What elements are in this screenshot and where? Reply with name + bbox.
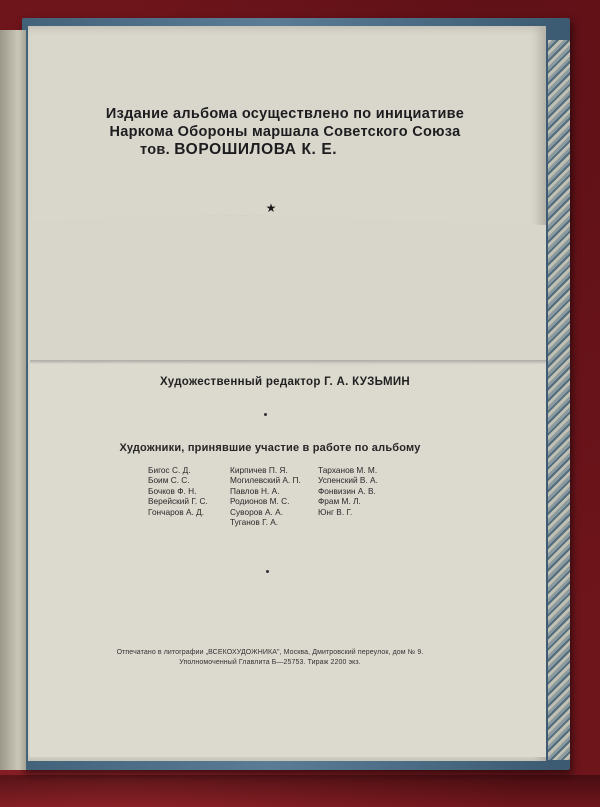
imprint-line-1: Отпечатано в литографии „ВСЕКОХУДОЖНИКА", Москва, Дмитровский переулок, дом № 9. xyxy=(116,649,424,656)
artist-name: Успенский В. А. xyxy=(318,475,378,486)
dedication-line-2: Наркома Обороны маршала Советского Союза xyxy=(109,124,461,140)
cover-edge xyxy=(548,40,570,760)
page-insert-middle xyxy=(30,215,546,365)
floor-shadow xyxy=(0,775,600,807)
dedication-name: ВОРОШИЛОВА К. Е. xyxy=(174,141,338,158)
artist-name: Юнг В. Г. xyxy=(318,506,353,517)
artist-name: Суворов А. А. xyxy=(230,506,283,517)
star-icon: ★ xyxy=(265,201,277,215)
artists-column-3 xyxy=(318,465,378,517)
artist-name: Фонвизин А. В. xyxy=(318,485,376,496)
artist-name: Фрам М. Л. xyxy=(318,496,361,507)
artist-name: Тарханов М. М. xyxy=(318,465,378,475)
artist-name: Родионов М. С. xyxy=(230,496,290,507)
artist-name: Бигос С. Д. xyxy=(148,465,191,475)
artist-name: Туганов Г. А. xyxy=(230,516,279,527)
artist-name: Боим С. С. xyxy=(148,475,190,486)
artist-name: Могилевский А. П. xyxy=(230,475,301,486)
artist-name: Верейский Г. С. xyxy=(148,496,208,507)
page-insert-lower xyxy=(30,362,546,757)
left-page-edge xyxy=(0,30,26,770)
imprint-text xyxy=(95,648,445,667)
bullet-dot xyxy=(264,413,267,416)
insert-fold-shadow xyxy=(30,360,546,364)
dedication-line-1: Издание альбома осуществлено по инициативе xyxy=(105,106,465,122)
imprint-line-2: Уполномоченный Главлита Б—25753. Тираж 2200 экз. xyxy=(179,658,361,666)
artists-column-2 xyxy=(230,465,301,527)
artist-name: Павлов Н. А. xyxy=(230,485,280,496)
dedication-text xyxy=(80,105,490,159)
dedication-line-3 xyxy=(80,141,490,159)
artist-name: Бочков Ф. Н. xyxy=(148,485,197,496)
bullet-dot xyxy=(266,570,269,573)
artist-name: Гончаров А. Д. xyxy=(148,506,205,517)
artist-name: Кирпичев П. Я. xyxy=(230,465,288,475)
artists-column-1 xyxy=(148,465,208,517)
artists-heading: Художники, принявшие участие в работе по альбому xyxy=(119,442,421,454)
dedication-prefix: тов. xyxy=(140,142,170,158)
art-editor-line: Художественный редактор Г. А. КУЗЬМИН xyxy=(159,376,411,388)
